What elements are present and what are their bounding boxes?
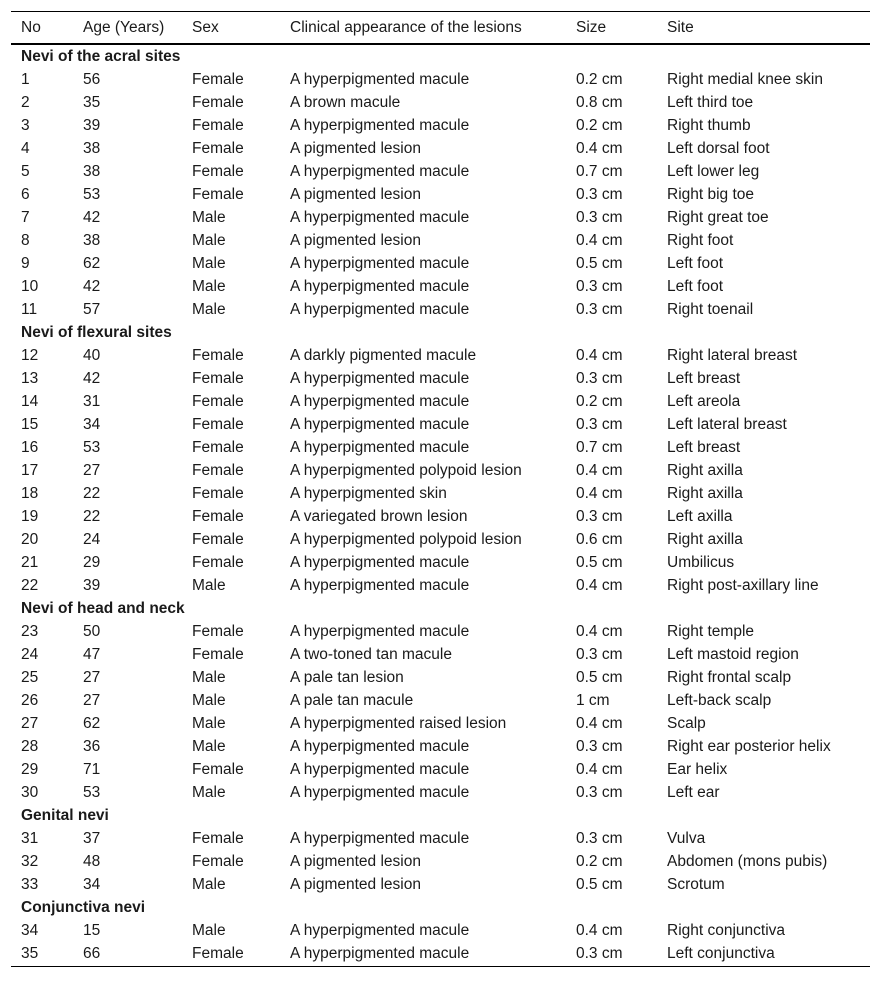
cell-no: 4 (21, 139, 30, 157)
cell-sex: Male (192, 576, 226, 594)
cell-no: 21 (21, 553, 39, 571)
cell-no: 23 (21, 622, 39, 640)
cell-sex: Female (192, 415, 244, 433)
header-row (11, 12, 870, 45)
cell-sex: Male (192, 783, 226, 801)
cell-site: Right foot (667, 231, 734, 249)
cell-appearance: A hyperpigmented macule (280, 942, 566, 967)
cell-no: 34 (21, 921, 39, 939)
cell-sex: Female (192, 392, 244, 410)
cell-size: 0.7 cm (576, 438, 623, 456)
group-title: Nevi of the acral sites (21, 47, 181, 65)
cell-site: Left dorsal foot (667, 139, 770, 157)
cell-site: Left foot (667, 254, 724, 272)
group-title: Conjunctiva nevi (21, 898, 146, 916)
cell-appearance: A hyperpigmented macule (290, 576, 470, 594)
cell-no: 26 (21, 691, 39, 709)
cell-size: 0.8 cm (576, 93, 623, 111)
table-row (11, 942, 870, 967)
cell-size: 0.2 cm (576, 116, 623, 134)
cell-no: 32 (21, 852, 39, 870)
cell-age: 42 (83, 369, 101, 387)
cell-sex: Female (192, 93, 244, 111)
cell-no: 35 (11, 942, 73, 967)
group-header-row (11, 321, 870, 344)
cell-sex: Female (192, 139, 244, 157)
cell-age: 40 (83, 346, 101, 364)
table-row (11, 827, 870, 850)
cell-size: 0.4 cm (576, 139, 623, 157)
cell-appearance: A hyperpigmented skin (290, 484, 447, 502)
table-row (11, 666, 870, 689)
group-header-row (11, 44, 870, 68)
cell-appearance: A pale tan lesion (290, 668, 404, 686)
cell-site: Left foot (667, 277, 724, 295)
header-sex: Sex (182, 12, 280, 45)
cell-appearance: A hyperpigmented macule (290, 783, 470, 801)
cell-age: 37 (83, 829, 101, 847)
cell-sex: Female (192, 553, 244, 571)
cell-appearance: A hyperpigmented macule (290, 415, 470, 433)
table-row (11, 528, 870, 551)
cell-sex: Male (192, 254, 226, 272)
cell-appearance: A hyperpigmented polypoid lesion (290, 530, 522, 548)
cell-appearance: A hyperpigmented macule (290, 829, 470, 847)
cell-sex: Female (192, 760, 244, 778)
header-size: Size (566, 12, 657, 45)
cell-site: Scrotum (667, 875, 725, 893)
cell-no: 11 (21, 300, 38, 318)
cell-sex: Female (192, 829, 244, 847)
table-row (11, 689, 870, 712)
table-row (11, 252, 870, 275)
cell-sex: Female (192, 461, 244, 479)
cell-sex: Male (192, 714, 226, 732)
cell-size: 0.3 cm (576, 829, 623, 847)
cell-size: 0.5 cm (576, 875, 623, 893)
cell-no: 8 (21, 231, 30, 249)
cell-no: 6 (21, 185, 30, 203)
cell-age: 36 (83, 737, 101, 755)
cell-appearance: A pigmented lesion (290, 185, 421, 203)
group-title: Nevi of flexural sites (21, 323, 172, 341)
cell-site: Left ear (667, 783, 720, 801)
cell-sex: Female (192, 346, 244, 364)
table-row (11, 574, 870, 597)
cell-size: 0.5 cm (576, 668, 623, 686)
cell-site: Left lateral breast (667, 415, 787, 433)
cell-age: 34 (83, 875, 101, 893)
cell-no: 16 (21, 438, 39, 456)
cell-no: 1 (21, 70, 30, 88)
cell-appearance: A darkly pigmented macule (290, 346, 477, 364)
table-row (11, 620, 870, 643)
cell-size: 0.2 cm (576, 392, 623, 410)
cell-appearance: A hyperpigmented macule (290, 277, 470, 295)
cell-age: 38 (83, 231, 101, 249)
cell-age: 31 (83, 392, 101, 410)
cell-site: Left-back scalp (667, 691, 772, 709)
cell-size: 0.5 cm (576, 254, 623, 272)
cell-size: 0.5 cm (576, 553, 623, 571)
cell-size: 0.3 cm (576, 185, 623, 203)
table-header (11, 12, 870, 45)
cell-appearance: A hyperpigmented macule (290, 254, 470, 272)
cell-no: 5 (21, 162, 30, 180)
cell-no: 24 (21, 645, 39, 663)
cell-age: 27 (83, 691, 101, 709)
table-row (11, 551, 870, 574)
nevi-table-container (11, 11, 870, 967)
cell-sex: Female (192, 622, 244, 640)
table-row (11, 298, 870, 321)
cell-appearance: A hyperpigmented macule (290, 392, 470, 410)
cell-age: 35 (83, 93, 101, 111)
group-title: Nevi of head and neck (21, 599, 185, 617)
cell-site: Right great toe (667, 208, 769, 226)
cell-no: 25 (21, 668, 39, 686)
table-row (11, 482, 870, 505)
table-row (11, 344, 870, 367)
table-row (11, 505, 870, 528)
cell-appearance: A hyperpigmented macule (290, 208, 470, 226)
cell-appearance: A pigmented lesion (290, 875, 421, 893)
cell-sex: Male (192, 737, 226, 755)
header-no: No (11, 12, 73, 45)
cell-sex: Female (192, 369, 244, 387)
cell-sex: Male (192, 300, 226, 318)
cell-size: 0.7 cm (576, 162, 623, 180)
table-row (11, 758, 870, 781)
table-row (11, 873, 870, 896)
table-row (11, 390, 870, 413)
cell-sex: Female (192, 484, 244, 502)
cell-age: 66 (73, 942, 182, 967)
header-site: Site (657, 12, 870, 45)
cell-no: 12 (21, 346, 39, 364)
cell-appearance: A hyperpigmented macule (290, 438, 470, 456)
cell-appearance: A pigmented lesion (290, 852, 421, 870)
cell-sex: Female (192, 507, 244, 525)
cell-site: Right axilla (667, 461, 743, 479)
cell-appearance: A hyperpigmented macule (290, 737, 470, 755)
cell-appearance: A variegated brown lesion (290, 507, 468, 525)
cell-size: 0.3 cm (576, 415, 623, 433)
cell-age: 27 (83, 461, 101, 479)
cell-age: 22 (83, 484, 101, 502)
cell-appearance: A two-toned tan macule (290, 645, 452, 663)
cell-age: 53 (83, 185, 101, 203)
cell-no: 7 (21, 208, 30, 226)
cell-size: 0.4 cm (576, 484, 623, 502)
cell-age: 62 (83, 254, 101, 272)
cell-appearance: A hyperpigmented macule (290, 369, 470, 387)
cell-no: 10 (21, 277, 39, 295)
cell-age: 48 (83, 852, 101, 870)
cell-appearance: A brown macule (290, 93, 401, 111)
cell-sex: Male (192, 277, 226, 295)
cell-size: 0.3 cm (576, 507, 623, 525)
group-title: Genital nevi (21, 806, 109, 824)
cell-age: 22 (83, 507, 101, 525)
cell-no: 27 (21, 714, 39, 732)
header-age: Age (Years) (73, 12, 182, 45)
cell-size: 0.3 cm (576, 645, 623, 663)
cell-age: 62 (83, 714, 101, 732)
cell-size: 0.3 cm (576, 737, 623, 755)
cell-site: Right axilla (667, 530, 743, 548)
cell-size: 0.6 cm (576, 530, 623, 548)
cell-site: Left breast (667, 438, 741, 456)
cell-sex: Female (192, 116, 244, 134)
cell-size: 0.4 cm (576, 576, 623, 594)
table-row (11, 229, 870, 252)
cell-size: 0.3 cm (566, 942, 657, 967)
cell-size: 0.3 cm (576, 300, 623, 318)
table-row (11, 114, 870, 137)
cell-appearance: A hyperpigmented macule (290, 300, 470, 318)
group-header-row (11, 896, 870, 919)
cell-age: 57 (83, 300, 101, 318)
table-row (11, 459, 870, 482)
cell-appearance: A pale tan macule (290, 691, 414, 709)
cell-site: Right lateral breast (667, 346, 798, 364)
cell-site: Right post-axillary line (667, 576, 819, 594)
cell-appearance: A hyperpigmented macule (290, 553, 470, 571)
table-row (11, 436, 870, 459)
cell-sex: Female (192, 185, 244, 203)
cell-age: 50 (83, 622, 101, 640)
table-row (11, 91, 870, 114)
cell-age: 24 (83, 530, 101, 548)
cell-sex: Female (182, 942, 280, 967)
cell-no: 33 (21, 875, 39, 893)
table-row (11, 712, 870, 735)
cell-sex: Male (192, 691, 226, 709)
group-header-row (11, 597, 870, 620)
cell-site: Right medial knee skin (667, 70, 823, 88)
cell-appearance: A hyperpigmented macule (290, 70, 470, 88)
cell-site: Ear helix (667, 760, 728, 778)
cell-age: 53 (83, 783, 101, 801)
cell-appearance: A hyperpigmented macule (290, 116, 470, 134)
cell-age: 71 (83, 760, 101, 778)
table-row (11, 919, 870, 942)
cell-no: 9 (21, 254, 30, 272)
cell-sex: Female (192, 162, 244, 180)
cell-site: Left breast (667, 369, 741, 387)
cell-site: Right toenail (667, 300, 754, 318)
cell-no: 20 (21, 530, 39, 548)
cell-appearance: A hyperpigmented macule (290, 760, 470, 778)
cell-site: Left third toe (667, 93, 754, 111)
cell-appearance: A hyperpigmented macule (290, 622, 470, 640)
table-row (11, 735, 870, 758)
cell-size: 0.4 cm (576, 461, 623, 479)
cell-age: 38 (83, 162, 101, 180)
cell-site: Left lower leg (667, 162, 760, 180)
cell-no: 28 (21, 737, 39, 755)
table-row (11, 137, 870, 160)
cell-site: Umbilicus (667, 553, 735, 571)
cell-appearance: A hyperpigmented raised lesion (290, 714, 507, 732)
table-row (11, 850, 870, 873)
cell-appearance: A hyperpigmented macule (290, 921, 470, 939)
cell-site: Right frontal scalp (667, 668, 792, 686)
cell-no: 22 (21, 576, 39, 594)
cell-size: 0.3 cm (576, 277, 623, 295)
header-appearance: Clinical appearance of the lesions (280, 12, 566, 45)
nevi-table (11, 11, 870, 967)
cell-age: 47 (83, 645, 101, 663)
table-row (11, 68, 870, 91)
cell-no: 3 (21, 116, 30, 134)
cell-size: 1 cm (576, 691, 610, 709)
cell-sex: Female (192, 852, 244, 870)
group-header-row (11, 804, 870, 827)
cell-sex: Male (192, 231, 226, 249)
cell-site: Left mastoid region (667, 645, 799, 663)
cell-age: 39 (83, 576, 101, 594)
cell-age: 15 (83, 921, 101, 939)
cell-age: 38 (83, 139, 101, 157)
cell-appearance: A hyperpigmented polypoid lesion (290, 461, 522, 479)
cell-site: Vulva (667, 829, 706, 847)
cell-sex: Female (192, 438, 244, 456)
cell-sex: Male (192, 208, 226, 226)
cell-size: 0.3 cm (576, 369, 623, 387)
cell-age: 56 (83, 70, 101, 88)
cell-sex: Female (192, 70, 244, 88)
cell-age: 34 (83, 415, 101, 433)
cell-no: 2 (21, 93, 30, 111)
cell-sex: Female (192, 530, 244, 548)
cell-sex: Male (192, 875, 226, 893)
cell-appearance: A hyperpigmented macule (290, 162, 470, 180)
cell-age: 29 (83, 553, 101, 571)
cell-no: 18 (21, 484, 39, 502)
cell-appearance: A pigmented lesion (290, 139, 421, 157)
cell-no: 17 (21, 461, 39, 479)
cell-no: 29 (21, 760, 39, 778)
cell-site: Left conjunctiva (657, 942, 870, 967)
cell-age: 53 (83, 438, 101, 456)
cell-site: Right thumb (667, 116, 751, 134)
cell-sex: Male (192, 921, 226, 939)
cell-site: Abdomen (mons pubis) (667, 852, 828, 870)
cell-no: 13 (21, 369, 39, 387)
table-row (11, 275, 870, 298)
table-row (11, 183, 870, 206)
cell-sex: Female (192, 645, 244, 663)
cell-age: 42 (83, 277, 101, 295)
table-row (11, 367, 870, 390)
cell-no: 15 (21, 415, 39, 433)
cell-site: Right temple (667, 622, 755, 640)
cell-size: 0.2 cm (576, 852, 623, 870)
cell-no: 30 (21, 783, 39, 801)
cell-size: 0.3 cm (576, 208, 623, 226)
cell-size: 0.4 cm (576, 760, 623, 778)
table-row (11, 413, 870, 436)
cell-appearance: A pigmented lesion (290, 231, 421, 249)
cell-site: Right conjunctiva (667, 921, 786, 939)
cell-no: 19 (21, 507, 39, 525)
table-row (11, 206, 870, 229)
cell-no: 14 (21, 392, 39, 410)
cell-age: 42 (83, 208, 101, 226)
cell-size: 0.4 cm (576, 921, 623, 939)
cell-sex: Male (192, 668, 226, 686)
cell-size: 0.2 cm (576, 70, 623, 88)
cell-site: Right axilla (667, 484, 743, 502)
cell-age: 39 (83, 116, 101, 134)
table-row (11, 781, 870, 804)
cell-age: 27 (83, 668, 101, 686)
cell-site: Right ear posterior helix (667, 737, 831, 755)
cell-size: 0.4 cm (576, 346, 623, 364)
table-row (11, 643, 870, 666)
table-body (11, 44, 870, 967)
cell-site: Left axilla (667, 507, 733, 525)
cell-size: 0.4 cm (576, 622, 623, 640)
cell-site: Scalp (667, 714, 706, 732)
cell-size: 0.4 cm (576, 231, 623, 249)
cell-no: 31 (21, 829, 39, 847)
cell-size: 0.3 cm (576, 783, 623, 801)
table-row (11, 160, 870, 183)
cell-size: 0.4 cm (576, 714, 623, 732)
cell-site: Right big toe (667, 185, 755, 203)
cell-site: Left areola (667, 392, 741, 410)
